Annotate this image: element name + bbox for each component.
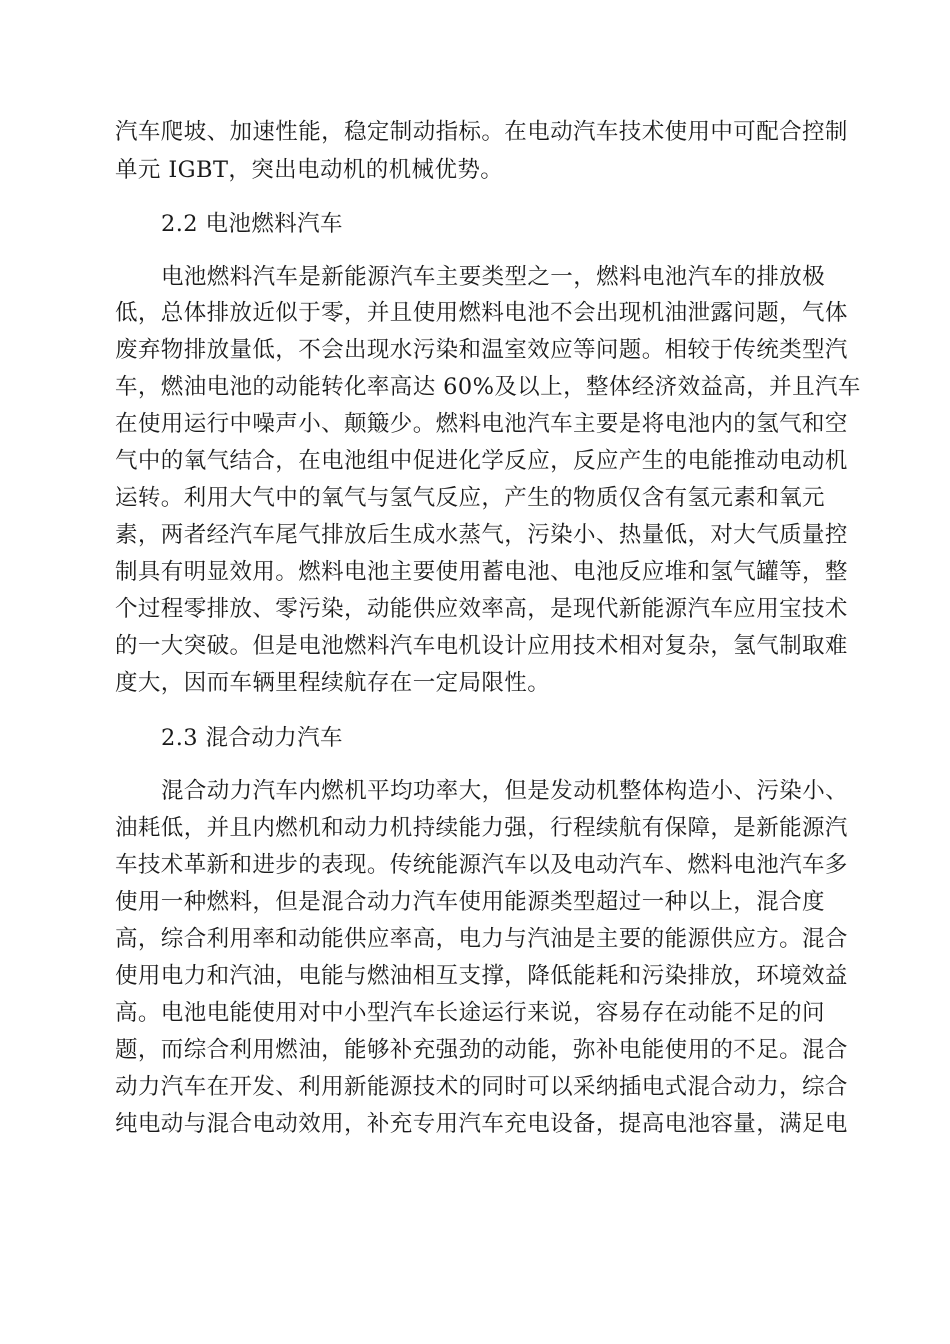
- section-heading-2-2: 2.2 电池燃料汽车: [161, 211, 343, 237]
- paragraph-line: 制具有明显效用。燃料电池主要使用蓄电池、电池反应堆和氢气罐等，整: [115, 559, 848, 585]
- paragraph-line: 的一大突破。但是电池燃料汽车电机设计应用技术相对复杂，氢气制取难: [115, 633, 848, 659]
- paragraph-line: 气中的氧气结合，在电池组中促进化学反应，反应产生的电能推动电动机: [115, 448, 848, 474]
- paragraph-line: 纯电动与混合电动效用，补充专用汽车充电设备，提高电池容量，满足电: [115, 1111, 848, 1137]
- paragraph-line: 度大，因而车辆里程续航存在一定局限性。: [115, 670, 551, 696]
- paragraph-line: 车技术革新和进步的表现。传统能源汽车以及电动汽车、燃料电池汽车多: [115, 852, 848, 878]
- paragraph-line: 油耗低，并且内燃机和动力机持续能力强，行程续航有保障，是新能源汽: [115, 815, 848, 841]
- section-heading-2-3: 2.3 混合动力汽车: [161, 725, 343, 751]
- paragraph-line: 运转。利用大气中的氧气与氢气反应，产生的物质仅含有氢元素和氧元: [115, 485, 825, 511]
- paragraph-line: 动力汽车在开发、利用新能源技术的同时可以采纳插电式混合动力，综合: [115, 1074, 848, 1100]
- paragraph-line: 低，总体排放近似于零，并且使用燃料电池不会出现机油泄露问题，气体: [115, 300, 848, 326]
- paragraph-line: 废弃物排放量低，不会出现水污染和温室效应等问题。相较于传统类型汽: [115, 337, 848, 363]
- paragraph-line: 使用电力和汽油，电能与燃油相互支撑，降低能耗和污染排放，环境效益: [115, 963, 848, 989]
- paragraph-line: 单元 IGBT，突出电动机的机械优势。: [115, 157, 504, 183]
- paragraph-line: 车，燃油电池的动能转化率高达 60%及以上，整体经济效益高，并且汽车: [115, 374, 861, 400]
- paragraph-line: 高，综合利用率和动能供应率高，电力与汽油是主要的能源供应方。混合: [115, 926, 848, 952]
- paragraph-line: 混合动力汽车内燃机平均功率大，但是发动机整体构造小、污染小、: [161, 778, 849, 804]
- paragraph-line: 电池燃料汽车是新能源汽车主要类型之一，燃料电池汽车的排放极: [161, 264, 826, 290]
- paragraph-line: 在使用运行中噪声小、颠簸少。燃料电池汽车主要是将电池内的氢气和空: [115, 411, 848, 437]
- paragraph-line: 题，而综合利用燃油，能够补充强劲的动能，弥补电能使用的不足。混合: [115, 1037, 848, 1063]
- paragraph-line: 使用一种燃料，但是混合动力汽车使用能源类型超过一种以上，混合度: [115, 889, 825, 915]
- paragraph-line: 汽车爬坡、加速性能，稳定制动指标。在电动汽车技术使用中可配合控制: [115, 119, 848, 145]
- paragraph-line: 高。电池电能使用对中小型汽车长途运行来说，容易存在动能不足的问: [115, 1000, 825, 1026]
- paragraph-line: 个过程零排放、零污染，动能供应效率高，是现代新能源汽车应用宝技术: [115, 596, 848, 622]
- paragraph-line: 素，两者经汽车尾气排放后生成水蒸气，污染小、热量低，对大气质量控: [115, 522, 848, 548]
